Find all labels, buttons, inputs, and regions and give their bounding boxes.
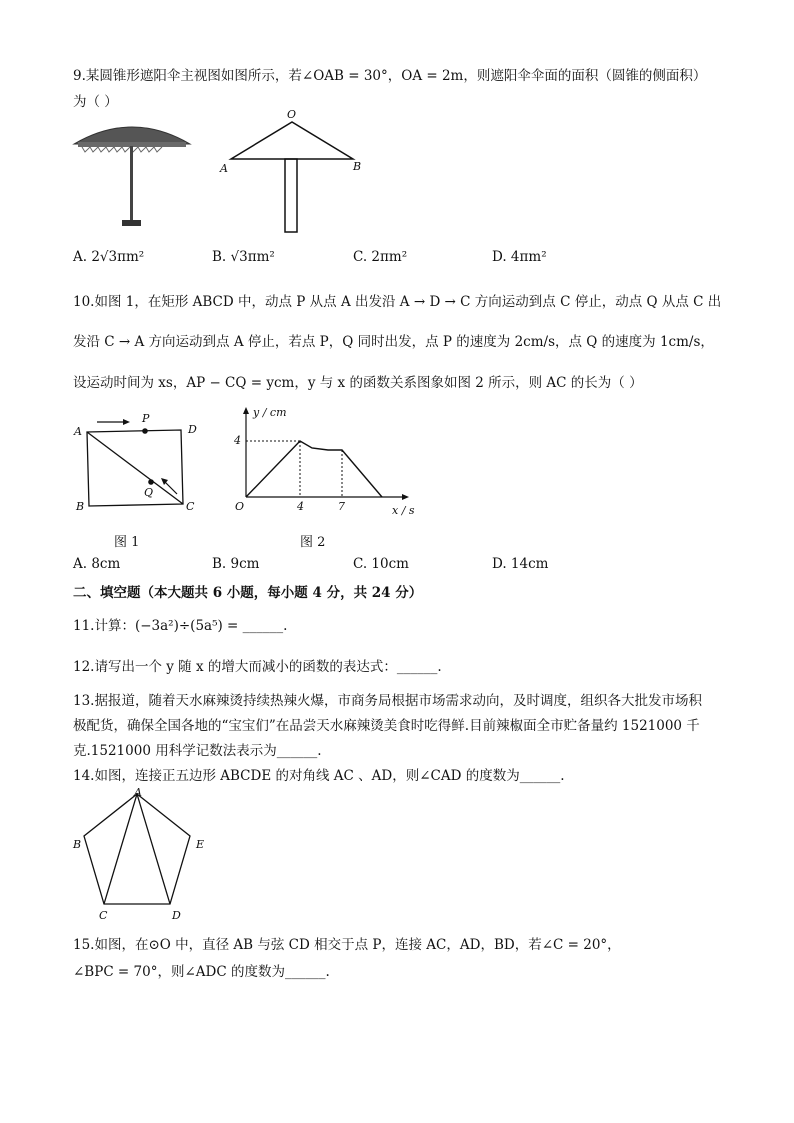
q14-text: 14.如图，连接正五边形 ABCDE 的对角线 AC 、AD，则∠CAD 的度数为______.	[73, 768, 565, 784]
q11-text: 11.计算：(−3a²)÷(5a⁵) = ______.	[73, 618, 288, 634]
q10-stem-line1: 10.如图 1，在矩形 ABCD 中，动点 P 从点 A 出发沿 A → D → C 方向运动到点 C 停止，动点 Q 从点 C 出	[73, 294, 722, 310]
q14-label-d: D	[172, 909, 181, 922]
section2-heading: 二、填空题（本大题共 6 小题，每小题 4 分，共 24 分）	[73, 585, 423, 601]
q10-stem-line3: 设运动时间为 xs，AP − CQ = ycm，y 与 x 的函数关系图象如图 2 所示，则 AC 的长为（ ）	[73, 375, 643, 391]
q9-stem-line1: 9.某圆锥形遮阳伞主视图如图所示，若∠OAB = 30°，OA = 2m，则遮阳伞伞面的面积（圆锥的侧面积）	[73, 68, 707, 84]
q10-fig2-caption: 图 2	[300, 535, 326, 550]
q10-fig2-origin: O	[235, 500, 245, 513]
q10-fig2-ylabel: y / cm	[253, 406, 287, 419]
q13-line2: 极配货，确保全国各地的“宝宝们”在品尝天水麻辣烫美食时吃得鲜.目前辣椒面全市贮备量约 1521000 千	[73, 718, 700, 734]
q14-label-e: E	[196, 838, 205, 851]
q10-fig2-xtick-4: 4	[297, 500, 304, 513]
q9-option-d[interactable]: D. 4πm²	[492, 249, 547, 265]
q10-stem-line2: 发沿 C → A 方向运动到点 A 停止，若点 P，Q 同时出发，点 P 的速度为 2cm/s，点 Q 的速度为 1cm/s，	[73, 334, 714, 350]
q9-label-b: B	[353, 160, 362, 173]
q10-fig1-caption: 图 1	[114, 535, 140, 550]
umbrella-photo	[72, 116, 192, 236]
q10-figure1	[85, 418, 195, 508]
q12-text: 12.请写出一个 y 随 x 的增大而减小的函数的表达式：______.	[73, 659, 442, 675]
q14-label-a: A	[134, 786, 142, 799]
q10-fig2-xtick-7: 7	[338, 500, 345, 513]
q10-option-c[interactable]: C. 10cm	[353, 556, 409, 572]
q13-line3: 克.1521000 用科学记数法表示为______.	[73, 743, 322, 759]
q9-option-c[interactable]: C. 2πm²	[353, 249, 408, 265]
q14-pentagon-figure	[80, 790, 200, 915]
q14-label-b: B	[73, 838, 82, 851]
q10-fig1-label-c: C	[186, 500, 195, 513]
q10-fig2-xlabel: x / s	[392, 504, 415, 517]
q10-fig1-label-d: D	[188, 423, 197, 436]
q10-figure2	[232, 404, 407, 514]
q10-fig1-label-a: A	[74, 425, 82, 438]
q9-label-a: A	[220, 162, 228, 175]
q14-label-c: C	[99, 909, 108, 922]
q10-fig1-label-b: B	[76, 500, 85, 513]
q9-label-o: O	[287, 108, 297, 121]
q13-line1: 13.据报道，随着天水麻辣烫持续热辣火爆，市商务局根据市场需求动向，及时调度，组织各大批发市场积	[73, 693, 702, 709]
q9-option-b[interactable]: B. √3πm²	[212, 249, 275, 265]
q15-line2: ∠BPC = 70°，则∠ADC 的度数为______.	[73, 964, 330, 980]
q10-fig2-ytick: 4	[234, 434, 241, 447]
q9-option-a[interactable]: A. 2√3πm²	[73, 249, 145, 265]
q10-option-d[interactable]: D. 14cm	[492, 556, 549, 572]
q10-option-b[interactable]: B. 9cm	[212, 556, 260, 572]
umbrella-diagram	[225, 118, 365, 238]
q15-line1: 15.如图，在⊙O 中，直径 AB 与弦 CD 相交于点 P，连接 AC，AD，BD，若∠C = 20°，	[73, 937, 621, 953]
q10-fig1-label-p: P	[142, 412, 150, 425]
q9-stem-line2: 为（ ）	[73, 94, 118, 110]
q10-option-a[interactable]: A. 8cm	[73, 556, 121, 572]
q10-fig1-label-q: Q	[144, 486, 154, 499]
